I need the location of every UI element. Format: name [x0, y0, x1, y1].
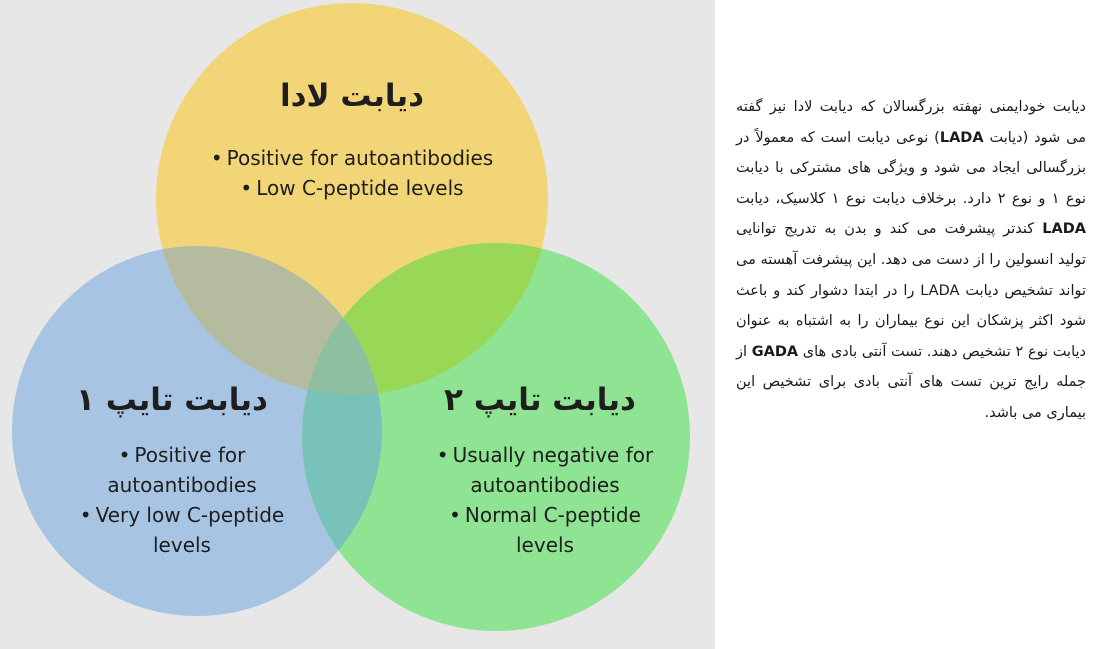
paragraph-text-2: ) نوعی دیابت است که معمولاً در بزرگسالی ایجاد می شود و ویژگی های مشترکی با دیابت نوع ۱ و نوع ۲ دارد. برخلاف دیابت نوع ۱ کلاسیک، دیابت	[736, 129, 1086, 207]
type2-bullet-1: • Usually negative for autoantibodies	[420, 440, 670, 500]
type2-bullet-2: • Normal C-peptide levels	[420, 500, 670, 560]
lada-bullets	[182, 143, 522, 203]
paragraph-text-1: دیابت خودایمنی نهفته بزرگسالان که دیابت لادا نیز گفته می شود (دیابت	[736, 99, 1087, 146]
type1-bullet-1: • Positive for autoantibodies	[72, 440, 292, 500]
type1-bullets	[72, 440, 292, 560]
type2-bullets	[420, 440, 670, 560]
description-paragraph	[736, 92, 1086, 429]
paragraph-text-5: از جمله رایج ترین تست های آنتی بادی برای تشخیص این بیماری می باشد.	[736, 343, 1086, 421]
type2-title: دیابت تایپ ۲	[444, 382, 636, 418]
lada-bullet-2: • Low C-peptide levels	[182, 173, 522, 203]
type1-bullet-2: • Very low C-peptide levels	[72, 500, 292, 560]
paragraph-text-4: را در ابتدا دشوار کند و باعث شود اکثر پزشکان این نوع بیماران را به اشتباه به عنوان دیابت نوع ۲ تشخیص دهند. تست آنتی بادی های	[736, 282, 1086, 360]
paragraph-text-3: کندتر پیشرفت می کند و بدن به تدریج توانایی تولید انسولین را از دست می دهد. این پیشرفت آهسته می تواند تشخیص دیابت	[736, 221, 1087, 299]
term-gada: GADA	[751, 343, 799, 360]
type1-title: دیابت تایپ ۱	[76, 382, 268, 418]
lada-bullet-1: • Positive for autoantibodies	[182, 143, 522, 173]
lada-title: دیابت لادا	[279, 78, 425, 114]
term-lada-2: LADA	[1042, 221, 1086, 238]
term-lada-3: LADA	[920, 282, 960, 299]
term-lada-1: LADA	[939, 129, 984, 146]
